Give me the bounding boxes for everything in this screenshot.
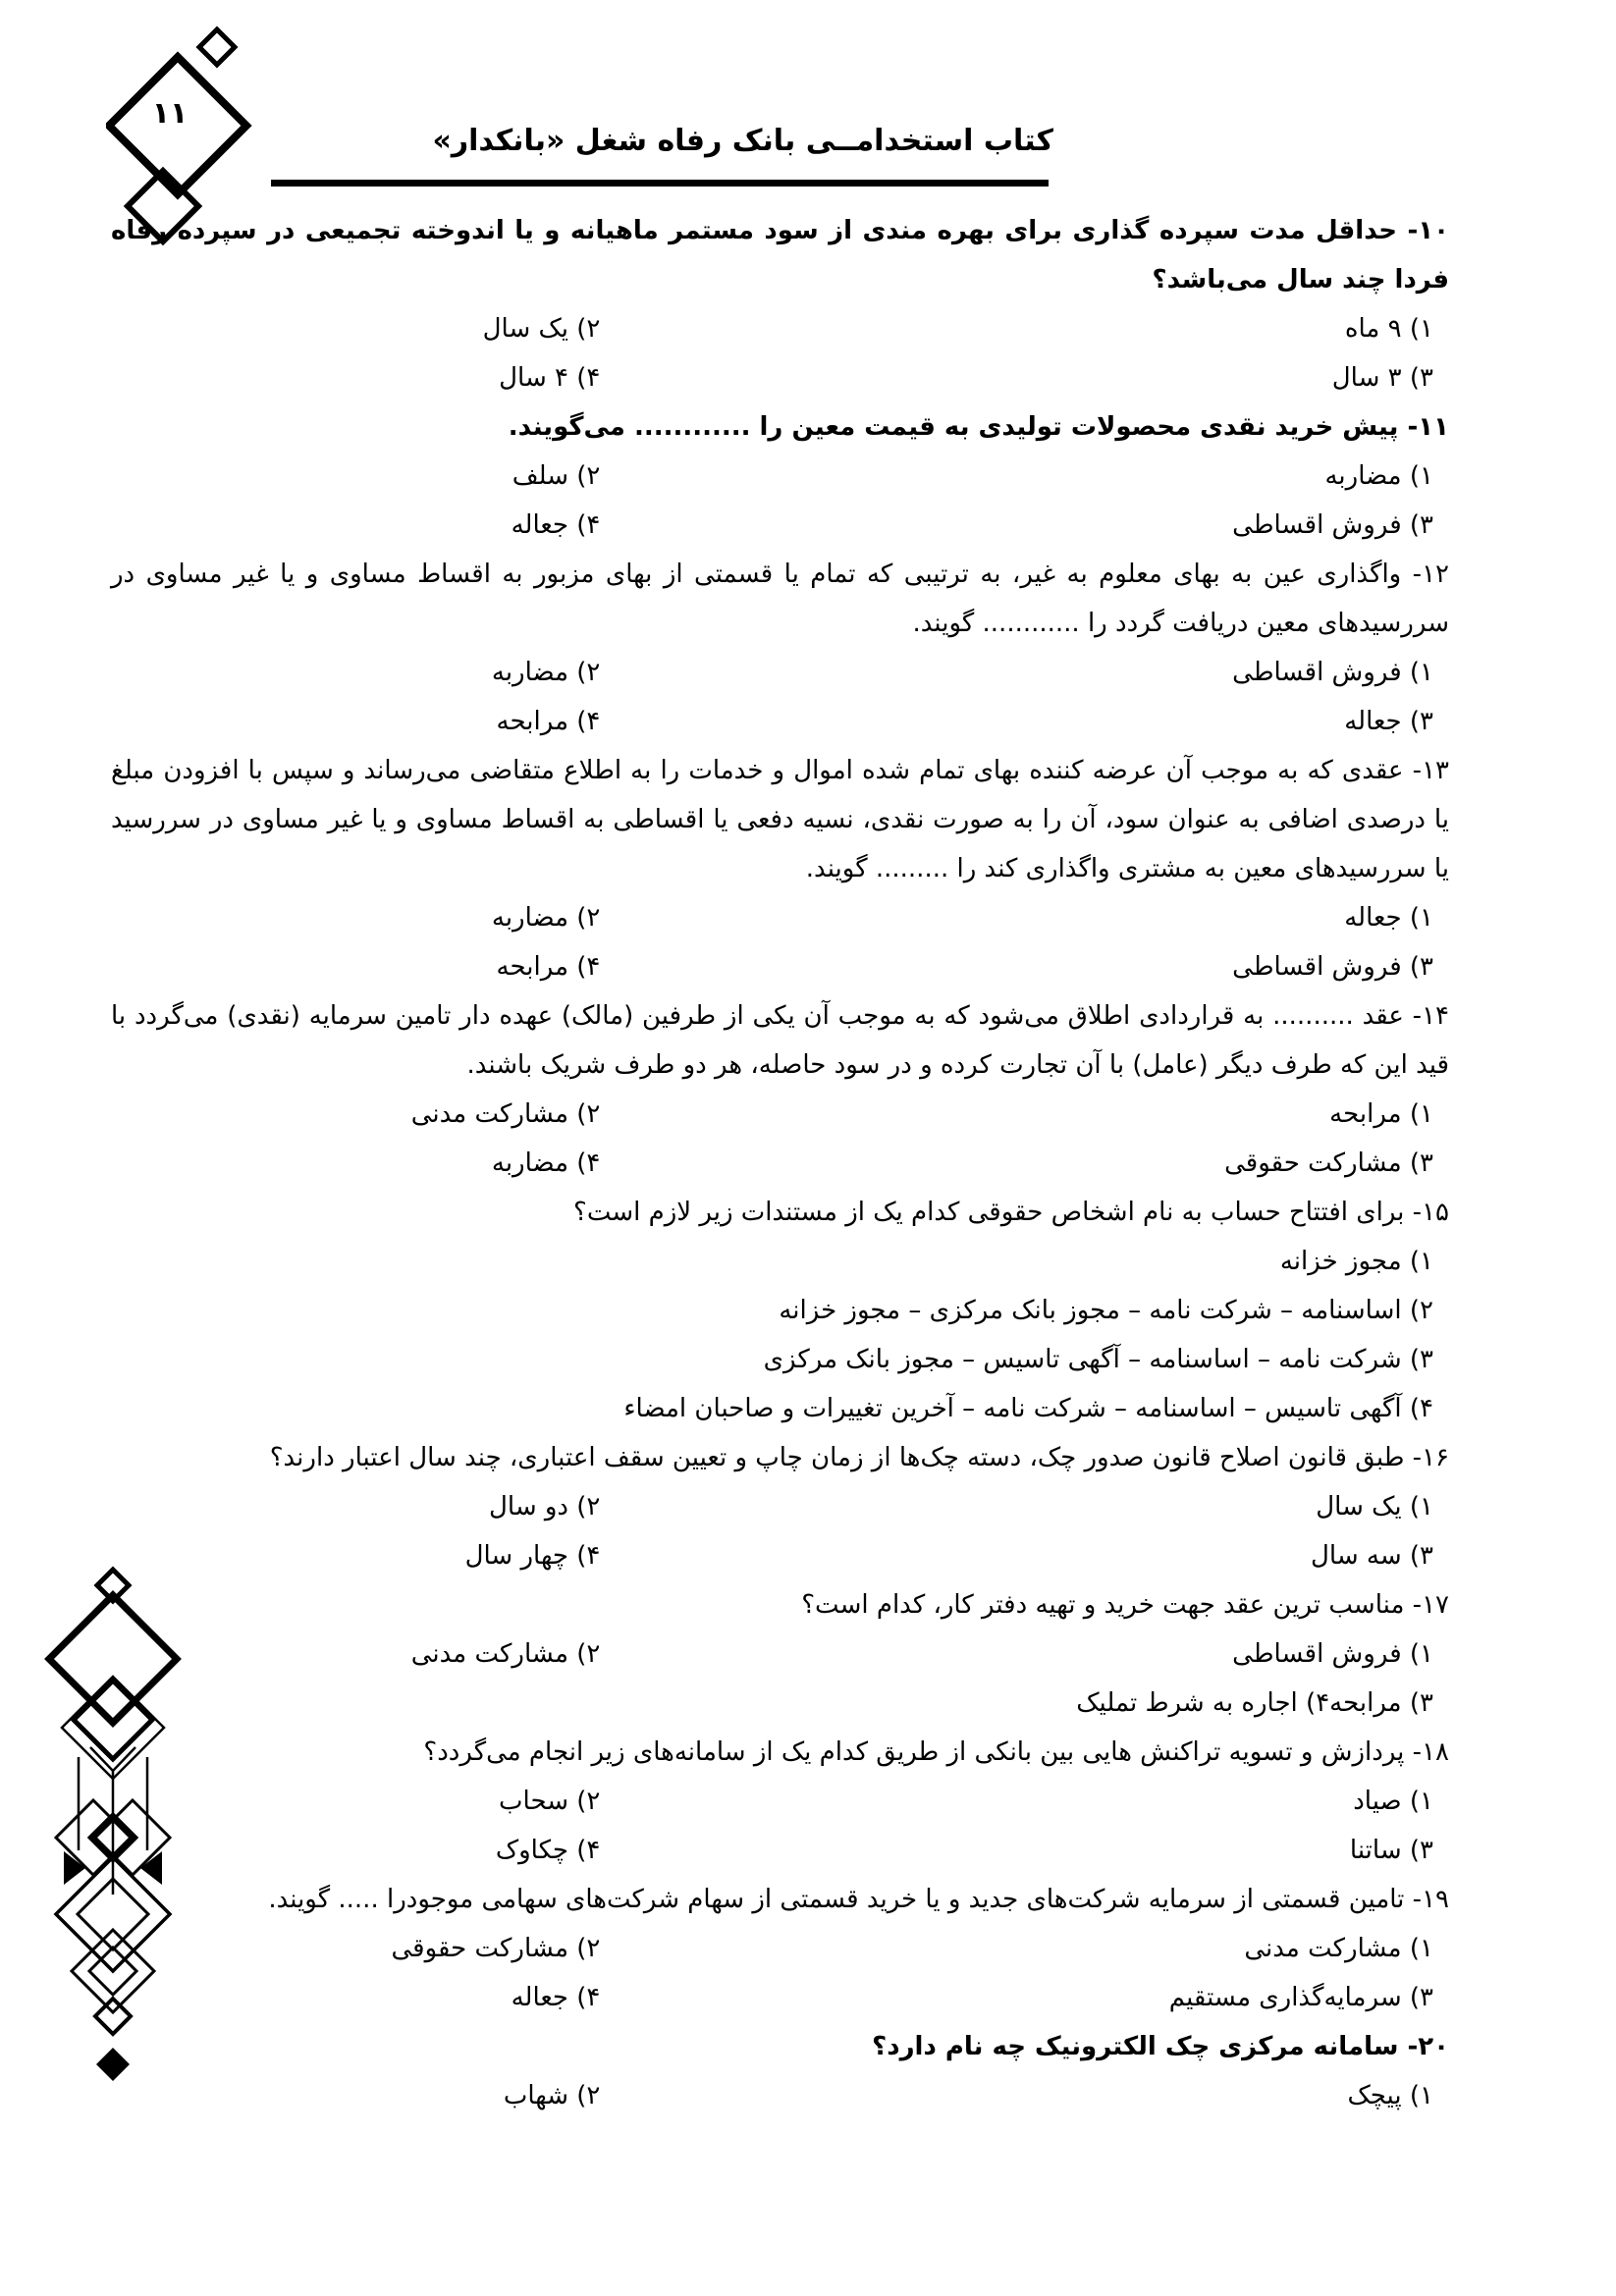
question-options [111,1777,1449,1875]
question-stem: ۱۵- برای افتتاح حساب به نام اشخاص حقوقی کدام یک از مستندات زیر لازم است؟ [573,1198,1449,1227]
question-options [111,1482,1449,1580]
question-stem: ۱۸- پردازش و تسویه تراکنش هایی بین بانکی از طریق کدام یک از سامانه‌های زیر انجام می‌گردد؟ [423,1737,1449,1767]
option: ۱) صیاد [1353,1787,1433,1816]
option: ۴) آگهی تاسیس – اساسنامه – شرکت نامه – آخرین تغییرات و صاحبان امضاء [623,1394,1433,1423]
question-stem: ۱۹- تامین قسمتی از سرمایه شرکت‌های جدید و یا خرید قسمتی از سهام شرکت‌های سهامی موجودرا ..... گویند. [268,1885,1449,1914]
option: ۲) سلف [512,461,601,491]
option: ۱) مضاربه [1324,461,1433,491]
page-number: ۱۱ [151,96,189,131]
question-stem: ۱۰- حداقل مدت سپرده گذاری برای بهره مندی از سود مستمر ماهیانه و یا اندوخته تجمیعی در سپرده رفاه فردا چند سال می‌باشد؟ [111,216,1449,294]
option: ۱) یک سال [1316,1492,1433,1522]
option: ۱) جعاله [1344,903,1433,933]
option: ۲) مضاربه [491,903,601,933]
question-stem: ۱۱- پیش خرید نقدی محصولات تولیدی به قیمت معین را ............ می‌گویند. [508,412,1449,442]
question-stem: ۱۴- عقد .......... به قراردادی اطلاق می‌شود که به موجب آن یکی از طرفین (مالک) عهده دار تامین سرمایه (نقدی) می‌گردد با قید این که طرف دیگر (عامل) با آن تجارت کرده و در سود حاصله، هر دو طرف شریک باشند. [111,1001,1449,1080]
option: ۲) مشارکت مدنی [410,1099,601,1129]
option: ۳) فروش اقساطی [1232,952,1433,982]
question-options [111,1629,1449,1728]
question-options [111,1090,1449,1188]
option: ۲) مشارکت مدنی [410,1639,601,1669]
question-list [111,206,1449,2120]
option: ۱) مجوز خزانه [1279,1247,1433,1276]
question-stem: ۲۰- سامانه مرکزی چک الکترونیک چه نام دارد؟ [872,2032,1449,2061]
option: ۳) ۳ سال [1331,363,1433,393]
question [111,1875,1449,2022]
option: ۲) مشارکت حقوقی [391,1934,601,1963]
option: ۳) شرکت نامه – اساسنامه – آگهی تاسیس – مجوز بانک مرکزی [763,1345,1433,1374]
option: ۳) جعاله [1344,707,1433,736]
option: ۳) مرابحه۴) اجاره به شرط تملیک [1076,1688,1433,1718]
question [111,746,1449,991]
option: ۴) مرابحه [496,707,601,736]
question-options [111,893,1449,991]
book-title: کتاب استخدامــی بانک رفاه شغل «بانکدار» [432,124,1053,158]
option: ۱) ۹ ماه [1344,314,1433,344]
option: ۳) ساتنا [1349,1836,1433,1865]
option: ۱) مشارکت مدنی [1244,1934,1433,1963]
question-options [111,1237,1449,1433]
question-options [111,304,1449,402]
option: ۱) فروش اقساطی [1232,1639,1433,1669]
question-options [111,1924,1449,2022]
option: ۴) جعاله [511,510,601,540]
question-options [111,648,1449,746]
question [111,550,1449,746]
option: ۲) دو سال [489,1492,601,1522]
option: ۲) اساسنامه – شرکت نامه – مجوز بانک مرکزی – مجوز خزانه [779,1296,1433,1325]
question-stem: ۱۳- عقدی که به موجب آن عرضه کننده بهای تمام شده اموال و خدمات را به اطلاع متقاضی می‌رساند و سپس با افزودن مبلغ یا درصدی اضافی به عنوان سود، آن را به صورت نقدی، نسیه دفعی یا اقساطی به اقساط مساوی و یا غیر مساوی در سررسید یا سررسیدهای معین به مشتری واگذاری کند را ......... گویند. [111,756,1449,883]
option: ۴) مرابحه [496,952,601,982]
question-stem: ۱۷- مناسب ترین عقد جهت خرید و تهیه دفتر کار، کدام است؟ [801,1590,1449,1620]
question [111,1728,1449,1875]
question [111,1433,1449,1580]
option: ۲) شهاب [503,2081,601,2110]
option: ۴) جعاله [511,1983,601,2012]
header-rule [271,180,1049,187]
option: ۲) یک سال [482,314,601,344]
question [111,206,1449,402]
option: ۱) مرابحه [1329,1099,1433,1129]
question-options [111,452,1449,550]
option: ۲) مضاربه [491,658,601,687]
option: ۴) ۴ سال [499,363,601,393]
option: ۱) فروش اقساطی [1232,658,1433,687]
question [111,991,1449,1188]
option: ۳) سرمایه‌گذاری مستقیم [1168,1983,1433,2012]
question-options [111,2071,1449,2120]
option: ۴) چهار سال [464,1541,601,1571]
question [111,1188,1449,1433]
option: ۳) سه سال [1311,1541,1433,1571]
option: ۳) فروش اقساطی [1232,510,1433,540]
option: ۳) مشارکت حقوقی [1224,1148,1433,1178]
option: ۴) چکاوک [495,1836,601,1865]
question [111,402,1449,550]
option: ۲) سحاب [499,1787,601,1816]
question-stem: ۱۲- واگذاری عین به بهای معلوم به غیر، به ترتیبی که تمام یا قسمتی از بهای مزبور به اقساط مساوی و یا غیر مساوی در سررسیدهای معین دریافت گردد را ............ گویند. [111,560,1449,638]
question-stem: ۱۶- طبق قانون اصلاح قانون صدور چک، دسته چک‌ها از زمان چاپ و تعیین سقف اعتباری، چند سال اعتبار دارند؟ [269,1443,1449,1472]
question [111,1580,1449,1728]
option: ۱) پیچک [1347,2081,1433,2110]
question [111,2022,1449,2120]
option: ۴) مضاربه [491,1148,601,1178]
